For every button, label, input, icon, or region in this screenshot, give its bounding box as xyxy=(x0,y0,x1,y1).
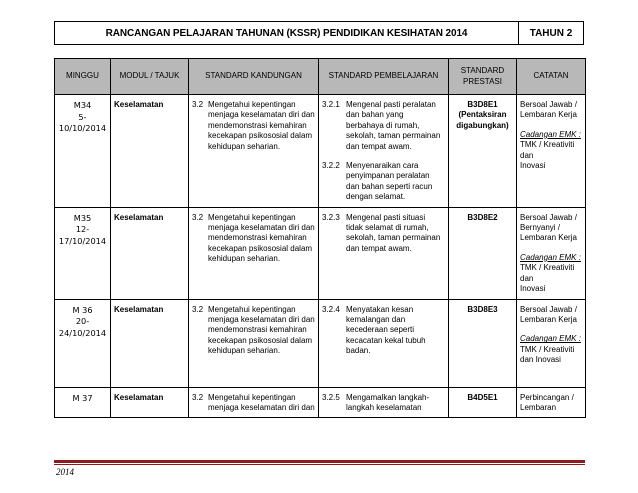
lesson-plan-table xyxy=(54,58,586,418)
text-line: dan bahan yang xyxy=(346,110,404,120)
emk-label: Cadangan EMK : xyxy=(520,334,581,344)
content-standard-item xyxy=(192,100,315,152)
text-line: menjaga keselamatan diri dan xyxy=(208,402,315,412)
text-line: Mengetahui kepentingan xyxy=(208,392,296,402)
week-cell xyxy=(55,387,111,418)
table-row xyxy=(55,95,586,208)
learning-standard-item xyxy=(322,393,445,414)
week-line: 5- xyxy=(78,111,87,122)
content-standard-cell xyxy=(189,207,319,299)
header-modul: MODUL / TAJUK xyxy=(111,59,189,95)
notes-cell xyxy=(517,387,586,418)
text-line: Mengetahui kepentingan xyxy=(208,212,296,222)
learning-standard-item xyxy=(322,305,445,357)
text-line: Mengenal pasti peralatan xyxy=(346,100,436,109)
week-line: 20- xyxy=(75,316,90,326)
content-standard-text xyxy=(208,213,315,265)
content-standard-text xyxy=(208,100,315,152)
notes-cell xyxy=(517,95,586,208)
module-cell: Keselamatan xyxy=(111,207,189,299)
content-standard-text xyxy=(208,305,315,357)
text-line: penyimpanan peralatan xyxy=(346,171,430,181)
performance-line: digabungkan) xyxy=(456,120,509,130)
learning-standard-number: 3.2.1 xyxy=(322,100,340,109)
notes-line: Lembaran xyxy=(520,402,557,412)
week-line: 12- xyxy=(75,224,90,235)
header-catatan: CATATAN xyxy=(517,59,586,95)
content-standard-number: 3.2 xyxy=(192,392,204,402)
learning-standard-item xyxy=(322,100,445,152)
notes-cell xyxy=(517,207,586,299)
content-standard-text xyxy=(208,393,315,414)
text-line: Mengetahui kepentingan xyxy=(208,100,296,109)
content-standard-item xyxy=(192,393,315,414)
week-line: 10/10/2014 xyxy=(58,123,107,133)
content-standard-item xyxy=(192,305,315,357)
performance-standard-cell xyxy=(449,95,517,208)
text-line: kecacatan kekal tubuh xyxy=(346,335,426,345)
content-standard-number: 3.2 xyxy=(192,100,204,109)
text-line: langkah keselamatan xyxy=(346,402,422,412)
learning-standard-text xyxy=(338,305,445,357)
footer-rule-thin xyxy=(54,464,585,465)
learning-standard-text xyxy=(338,161,445,203)
text-line: menjaga keselamatan diri dan xyxy=(208,110,315,120)
notes-line: Bersoal Jawab / xyxy=(520,100,577,109)
emk-line: TMK / Kreativiti xyxy=(520,344,575,354)
module-cell: Keselamatan xyxy=(111,387,189,418)
emk-line: TMK / Kreativiti dan xyxy=(520,140,575,160)
performance-line: B3D8E1 xyxy=(467,100,498,109)
notes-line: Bersoal Jawab / xyxy=(520,212,577,222)
text-line: tidak selamat di rumah, xyxy=(346,223,429,233)
notes-cell xyxy=(517,299,586,387)
spacer xyxy=(322,152,445,161)
emk-line: dan Inovasi xyxy=(520,355,561,365)
content-standard-cell xyxy=(189,387,319,418)
week-cell xyxy=(55,299,111,387)
notes-line: Bernyanyi / xyxy=(520,223,561,233)
text-line: mendemonstrasi kemahiran xyxy=(208,325,307,335)
text-line: Menyenaraikan cara xyxy=(346,161,419,171)
learning-standard-text xyxy=(338,100,445,152)
week-cell xyxy=(55,207,111,299)
text-line: kecekapan psikososial dalam xyxy=(208,243,313,253)
week-line: M35 xyxy=(73,212,92,223)
text-line: mendemonstrasi kemahiran xyxy=(208,233,307,243)
footer-rule-thick xyxy=(54,460,585,463)
notes-line: Lembaran Kerja xyxy=(520,110,577,120)
learning-standard-cell xyxy=(319,387,449,418)
module-cell: Keselamatan xyxy=(111,95,189,208)
grade-label: TAHUN 2 xyxy=(529,27,573,39)
spacer xyxy=(520,121,582,130)
text-line: kecederaan seperti xyxy=(346,325,415,335)
learning-standard-number: 3.2.3 xyxy=(322,212,340,222)
text-line: berbahaya di rumah, xyxy=(346,120,420,130)
notes-line: Perbincangan / xyxy=(520,392,574,402)
text-line: kehidupan seharian. xyxy=(208,141,281,151)
learning-standard-text xyxy=(338,393,445,414)
learning-standard-item xyxy=(322,213,445,255)
notes-line: Lembaran Kerja xyxy=(520,233,577,243)
content-standard-item xyxy=(192,213,315,265)
text-line: kehidupan seharian. xyxy=(208,346,281,356)
table-row xyxy=(55,299,586,387)
header-standard-kandungan: STANDARD KANDUNGAN xyxy=(189,59,319,95)
learning-standard-number: 3.2.4 xyxy=(322,304,340,314)
text-line: dan tempat awam. xyxy=(346,141,412,151)
text-line: kehidupan seharian. xyxy=(208,254,281,264)
learning-standard-number: 3.2.2 xyxy=(322,161,340,171)
week-line: M 36 xyxy=(72,304,93,315)
module-cell: Keselamatan xyxy=(111,299,189,387)
document-title: RANCANGAN PELAJARAN TAHUNAN (KSSR) PENDIDIKAN KESIHATAN 2014 xyxy=(55,22,519,44)
performance-line: (Pentaksiran xyxy=(458,110,507,120)
text-line: menjaga keselamatan diri dan xyxy=(208,314,315,324)
emk-line: TMK / Kreativiti dan xyxy=(520,263,575,283)
header-standard-pembelajaran: STANDARD PEMBELAJARAN xyxy=(319,59,449,95)
text-line: Mengamalkan langkah- xyxy=(346,392,430,402)
learning-standard-cell xyxy=(319,207,449,299)
text-line: mendemonstrasi kemahiran xyxy=(208,120,307,130)
week-cell xyxy=(55,95,111,208)
emk-line: Inovasi xyxy=(520,284,546,294)
notes-line: Bersoal Jawab / xyxy=(520,304,577,314)
header-minggu: MINGGU xyxy=(55,59,111,95)
text-line: dan tempat awam. xyxy=(346,243,412,253)
content-standard-number: 3.2 xyxy=(192,212,204,222)
performance-standard-cell xyxy=(449,387,517,418)
week-line: 24/10/2014 xyxy=(58,327,107,338)
text-line: sekolah, taman permainan xyxy=(346,233,441,243)
table-header-row xyxy=(55,59,586,95)
text-line: kemalangan dan xyxy=(346,314,406,324)
performance-line: B3D8E2 xyxy=(467,212,498,222)
week-line: 17/10/2014 xyxy=(58,235,107,246)
week-line: M 37 xyxy=(72,392,93,403)
table-row xyxy=(55,387,586,418)
spacer xyxy=(520,325,582,334)
emk-line: Inovasi xyxy=(520,161,546,171)
footer-year: 2014 xyxy=(56,467,74,477)
document-title-bar xyxy=(54,21,584,45)
performance-standard-cell xyxy=(449,299,517,387)
week-line: M34 xyxy=(73,100,92,110)
text-line: dengan selamat. xyxy=(346,192,406,202)
learning-standard-item xyxy=(322,161,445,203)
emk-label: Cadangan EMK : xyxy=(520,129,581,139)
table-row xyxy=(55,207,586,299)
content-standard-cell xyxy=(189,95,319,208)
notes-line: Lembaran Kerja xyxy=(520,314,577,324)
spacer xyxy=(520,244,582,253)
emk-label: Cadangan EMK : xyxy=(520,252,581,262)
text-line: Mengetahui kepentingan xyxy=(208,304,296,314)
text-line: dan bahan seperti racun xyxy=(346,181,433,191)
text-line: menjaga keselamatan diri dan xyxy=(208,223,315,233)
text-line: Menyatakan kesan xyxy=(346,304,414,314)
text-line: kecekapan psikososial dalam xyxy=(208,335,313,345)
text-line: kecekapan psikososial dalam xyxy=(208,131,313,141)
header-standard-prestasi: STANDARD PRESTASI xyxy=(449,59,517,95)
performance-standard-cell xyxy=(449,207,517,299)
content-standard-cell xyxy=(189,299,319,387)
learning-standard-cell xyxy=(319,95,449,208)
text-line: sekolah, taman permainan xyxy=(346,131,441,141)
text-line: Mengenal pasti situasi xyxy=(346,212,426,222)
text-line: badan. xyxy=(346,346,371,356)
content-standard-number: 3.2 xyxy=(192,304,204,314)
learning-standard-cell xyxy=(319,299,449,387)
performance-line: B3D8E3 xyxy=(467,304,498,314)
learning-standard-text xyxy=(338,213,445,255)
learning-standard-number: 3.2.5 xyxy=(322,392,340,402)
performance-line: B4D5E1 xyxy=(467,392,498,402)
